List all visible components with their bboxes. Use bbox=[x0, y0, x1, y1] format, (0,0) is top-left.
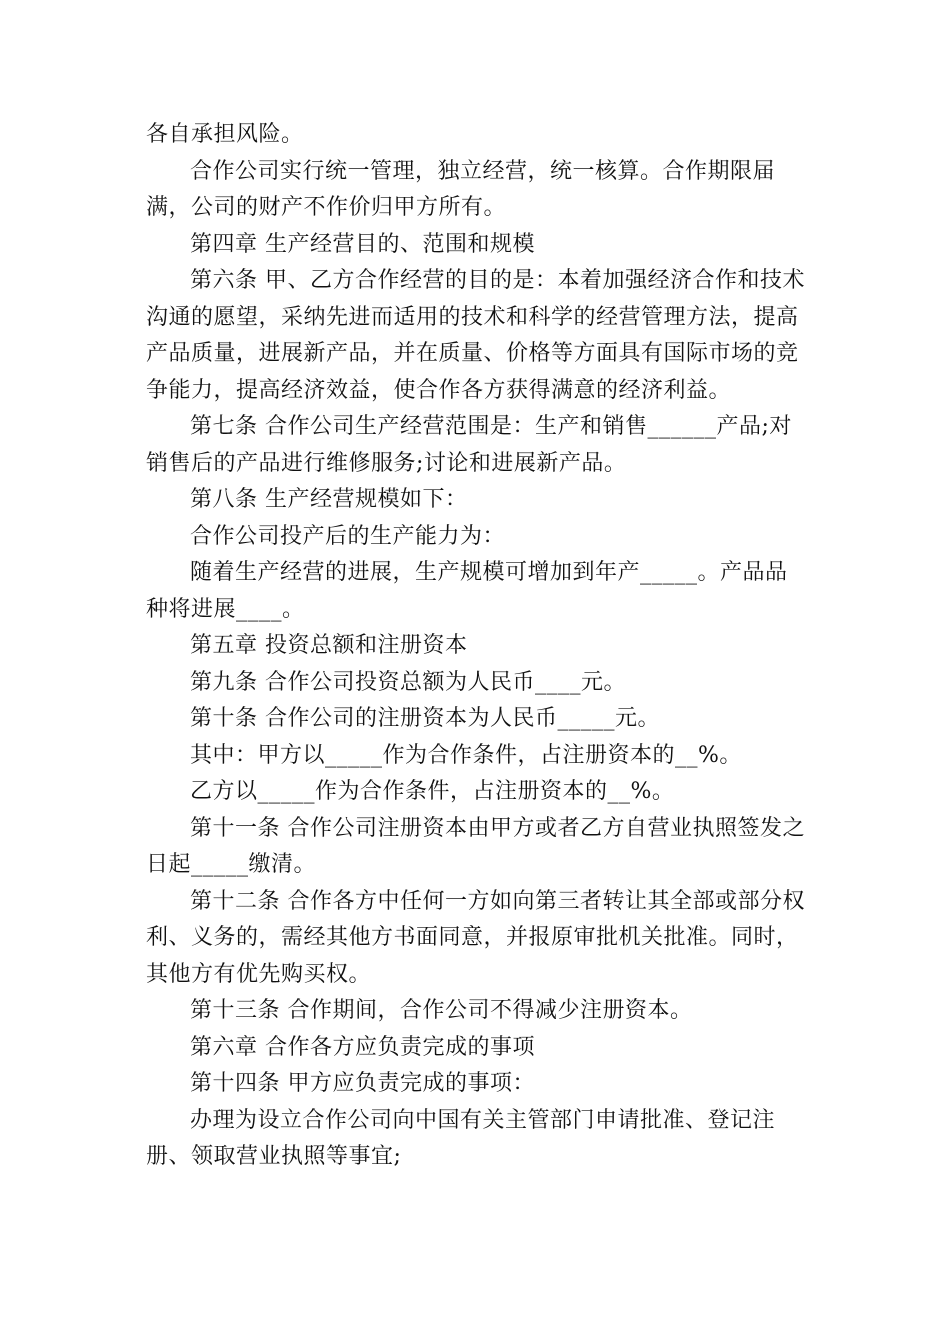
article-13: 第十三条 合作期间，合作公司不得减少注册资本。 bbox=[190, 998, 693, 1023]
article-11: 第十一条 合作公司注册资本由甲方或者乙方自营业执照签发之日起_____缴清。 bbox=[146, 815, 805, 877]
article-6: 第六条 甲、乙方合作经营的目的是：本着加强经济合作和技术沟通的愿望，采纳先进而适用的技术和科学的经营管理方法，提高产品质量，进展新产品，并在质量、价格等方面具有国际市场的竞争能力，提高经济效益，使合作各方获得满意的经济利益。 bbox=[146, 268, 805, 403]
article-7: 第七条 合作公司生产经营范围是：生产和销售______产品;对销售后的产品进行维修服务;讨论和进展新产品。 bbox=[146, 414, 792, 476]
article-10: 第十条 合作公司的注册资本为人民币_____元。 bbox=[190, 706, 660, 731]
paragraph-capacity: 合作公司投产后的生产能力为： bbox=[190, 523, 506, 549]
paragraph-management: 合作公司实行统一管理，独立经营，统一核算。合作期限届满，公司的财产不作价归甲方所有。 bbox=[146, 158, 776, 220]
paragraph-registration-tasks: 办理为设立合作公司向中国有关主管部门申请批准、登记注册、领取营业执照等事宜; bbox=[146, 1107, 776, 1169]
paragraph-party-b-contribution: 乙方以_____作为合作条件，占注册资本的__%。 bbox=[190, 779, 675, 804]
paragraph-party-a-contribution: 其中：甲方以_____作为合作条件，占注册资本的__%。 bbox=[190, 742, 742, 768]
article-8: 第八条 生产经营规模如下： bbox=[190, 487, 468, 512]
article-12: 第十二条 合作各方中任何一方如向第三者转让其全部或部分权利、义务的，需经其他方书面同意，并报原审批机关批准。同时，其他方有优先购买权。 bbox=[146, 888, 805, 987]
paragraph-scale-growth: 随着生产经营的进展，生产规模可增加到年产_____。产品品种将进展____。 bbox=[146, 560, 788, 622]
document-body bbox=[146, 117, 806, 1176]
chapter-heading-4: 第四章 生产经营目的、范围和规模 bbox=[190, 231, 535, 257]
chapter-heading-5: 第五章 投资总额和注册资本 bbox=[190, 633, 468, 658]
paragraph-risk: 各自承担风险。 bbox=[146, 122, 304, 147]
article-9: 第九条 合作公司投资总额为人民币____元。 bbox=[190, 669, 626, 695]
article-14: 第十四条 甲方应负责完成的事项： bbox=[190, 1071, 535, 1096]
chapter-heading-6: 第六章 合作各方应负责完成的事项 bbox=[190, 1034, 535, 1060]
